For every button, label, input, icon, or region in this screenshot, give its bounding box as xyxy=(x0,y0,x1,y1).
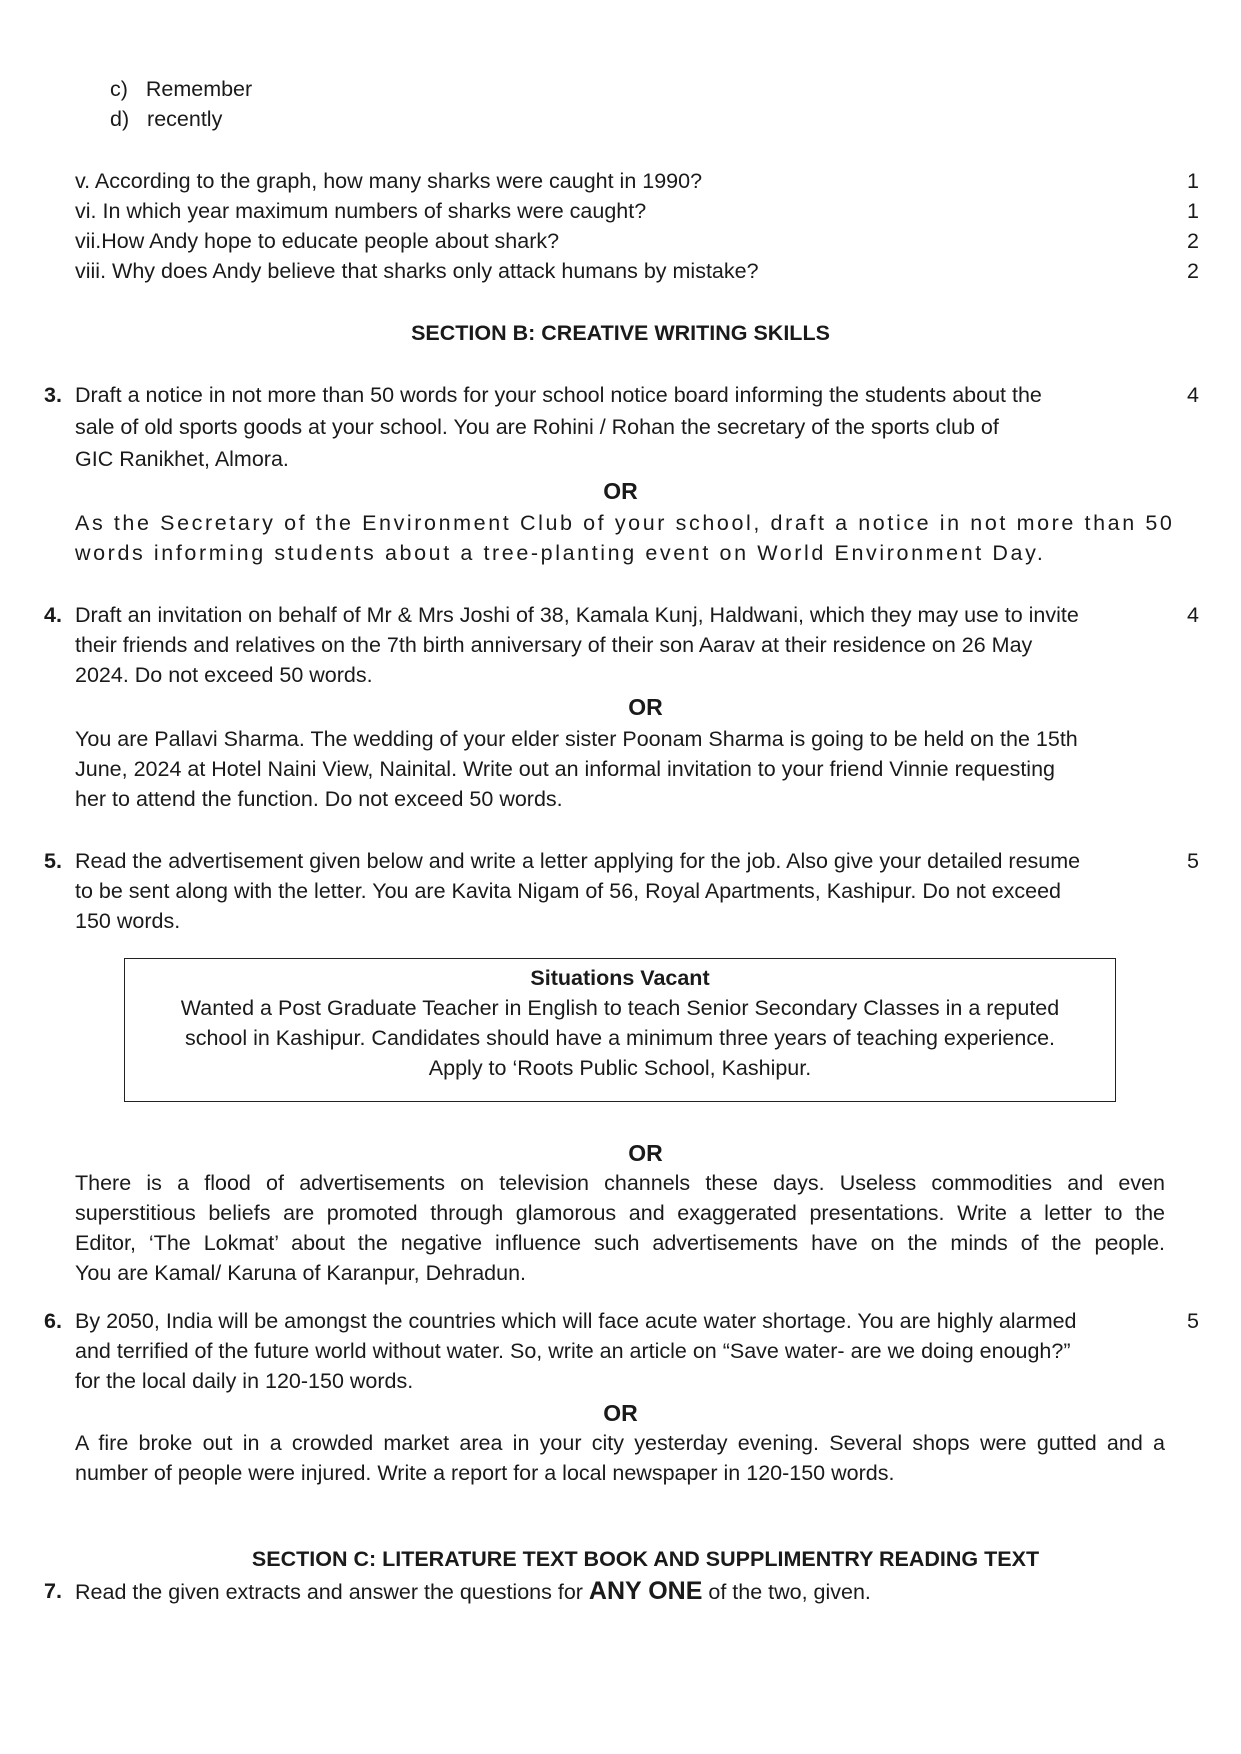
q4-line-3: 2024. Do not exceed 50 words. xyxy=(75,663,373,687)
section-c-heading: SECTION C: LITERATURE TEXT BOOK AND SUPPLIMENTRY READING TEXT xyxy=(251,1547,1040,1571)
q7-text-after: of the two, given. xyxy=(708,1580,871,1604)
q4-number: 4. xyxy=(44,603,62,627)
q5-alt-paragraph xyxy=(75,1168,1165,1288)
q3-alt-line-2: words informing students about a tree-planting event on World Environment Day. xyxy=(75,541,1046,565)
q6-number: 6. xyxy=(44,1309,62,1333)
marks-vi: 1 xyxy=(1187,199,1199,223)
question-vii: vii.How Andy hope to educate people about shark? xyxy=(75,229,560,253)
q3-or: OR xyxy=(603,478,638,504)
q4-alt-line-3: her to attend the function. Do not exceed 50 words. xyxy=(75,787,563,811)
q6-or: OR xyxy=(603,1400,638,1426)
ad-line-1: Wanted a Post Graduate Teacher in English to teach Senior Secondary Classes in a reputed xyxy=(180,996,1060,1020)
advertisement-box xyxy=(124,958,1116,1102)
option-letter: c) xyxy=(110,77,128,101)
q5-line-1: Read the advertisement given below and write a letter applying for the job. Also give your detailed resume xyxy=(75,849,1081,873)
q4-line-2: their friends and relatives on the 7th birth anniversary of their son Aarav at their residence on 26 May xyxy=(75,633,1033,657)
q3-line-2: sale of old sports goods at your school. You are Rohini / Rohan the secretary of the sports club of xyxy=(75,415,999,439)
q6-alt-line-1: A fire broke out in a crowded market area in your city yesterday evening. Several shops were gutted and a xyxy=(75,1431,1165,1455)
q7-text xyxy=(75,1576,871,1607)
marks-v: 1 xyxy=(1187,169,1199,193)
q6-line-2: and terrified of the future world without water. So, write an article on “Save water- are we doing enough?” xyxy=(75,1339,1071,1363)
option-c xyxy=(110,74,252,104)
q5-line-3: 150 words. xyxy=(75,909,181,933)
marks-viii: 2 xyxy=(1187,259,1199,283)
ad-line-2: school in Kashipur. Candidates should have a minimum three years of teaching experience. xyxy=(184,1026,1056,1050)
question-viii: viii. Why does Andy believe that sharks only attack humans by mistake? xyxy=(75,259,759,283)
q5-alt-line-3: Editor, ‘The Lokmat’ about the negative influence such advertisements have on the minds of the people. xyxy=(75,1231,1165,1255)
q3-number: 3. xyxy=(44,383,62,407)
q7-number: 7. xyxy=(44,1579,62,1603)
q3-line-1: Draft a notice in not more than 50 words for your school notice board informing the students about the xyxy=(75,383,1042,407)
marks-vii: 2 xyxy=(1187,229,1199,253)
q5-or: OR xyxy=(628,1140,663,1166)
q3-alt-line-1: As the Secretary of the Environment Club of your school, draft a notice in not more than 50 xyxy=(75,511,1175,535)
q6-line-1: By 2050, India will be amongst the countries which will face acute water shortage. You are highly alarmed xyxy=(75,1309,1077,1333)
section-b-heading: SECTION B: CREATIVE WRITING SKILLS xyxy=(411,321,830,345)
q4-alt-line-2: June, 2024 at Hotel Naini View, Nainital. Write out an informal invitation to your friend Vinnie requesting xyxy=(75,757,1056,781)
q5-marks: 5 xyxy=(1187,849,1199,873)
q6-alt-paragraph xyxy=(75,1428,1165,1488)
ad-line-3: Apply to ‘Roots Public School, Kashipur. xyxy=(428,1056,812,1080)
q5-number: 5. xyxy=(44,849,62,873)
q4-or: OR xyxy=(628,694,663,720)
q5-alt-line-1: There is a flood of advertisements on television channels these days. Useless commodities and even xyxy=(75,1171,1165,1195)
q7-emphasis: ANY ONE xyxy=(588,1577,703,1605)
ad-title: Situations Vacant xyxy=(530,966,710,990)
option-text: Remember xyxy=(145,77,253,101)
q6-alt-line-2: number of people were injured. Write a report for a local newspaper in 120-150 words. xyxy=(75,1461,895,1485)
q7-text-before: Read the given extracts and answer the questions for xyxy=(75,1580,583,1604)
q6-line-3: for the local daily in 120-150 words. xyxy=(75,1369,414,1393)
q5-alt-line-4: You are Kamal/ Karuna of Karanpur, Dehradun. xyxy=(75,1261,527,1285)
q5-alt-line-2: superstitious beliefs are promoted through glamorous and exaggerated presentations. Write a letter to the xyxy=(75,1201,1165,1225)
q4-alt-line-1: You are Pallavi Sharma. The wedding of your elder sister Poonam Sharma is going to be held on the 15th xyxy=(75,727,1078,751)
option-text: recently xyxy=(147,107,223,131)
q5-line-2: to be sent along with the letter. You are Kavita Nigam of 56, Royal Apartments, Kashipur. Do not exceed xyxy=(75,879,1062,903)
q6-marks: 5 xyxy=(1187,1309,1199,1333)
q4-marks: 4 xyxy=(1187,603,1199,627)
option-letter: d) xyxy=(110,107,130,131)
q3-line-3: GIC Ranikhet, Almora. xyxy=(75,447,289,471)
option-d xyxy=(110,104,222,134)
q3-marks: 4 xyxy=(1187,383,1199,407)
question-vi: vi. In which year maximum numbers of sharks were caught? xyxy=(75,199,647,223)
q4-line-1: Draft an invitation on behalf of Mr & Mrs Joshi of 38, Kamala Kunj, Haldwani, which they may use to invite xyxy=(75,603,1079,627)
question-v: v. According to the graph, how many sharks were caught in 1990? xyxy=(75,169,703,193)
